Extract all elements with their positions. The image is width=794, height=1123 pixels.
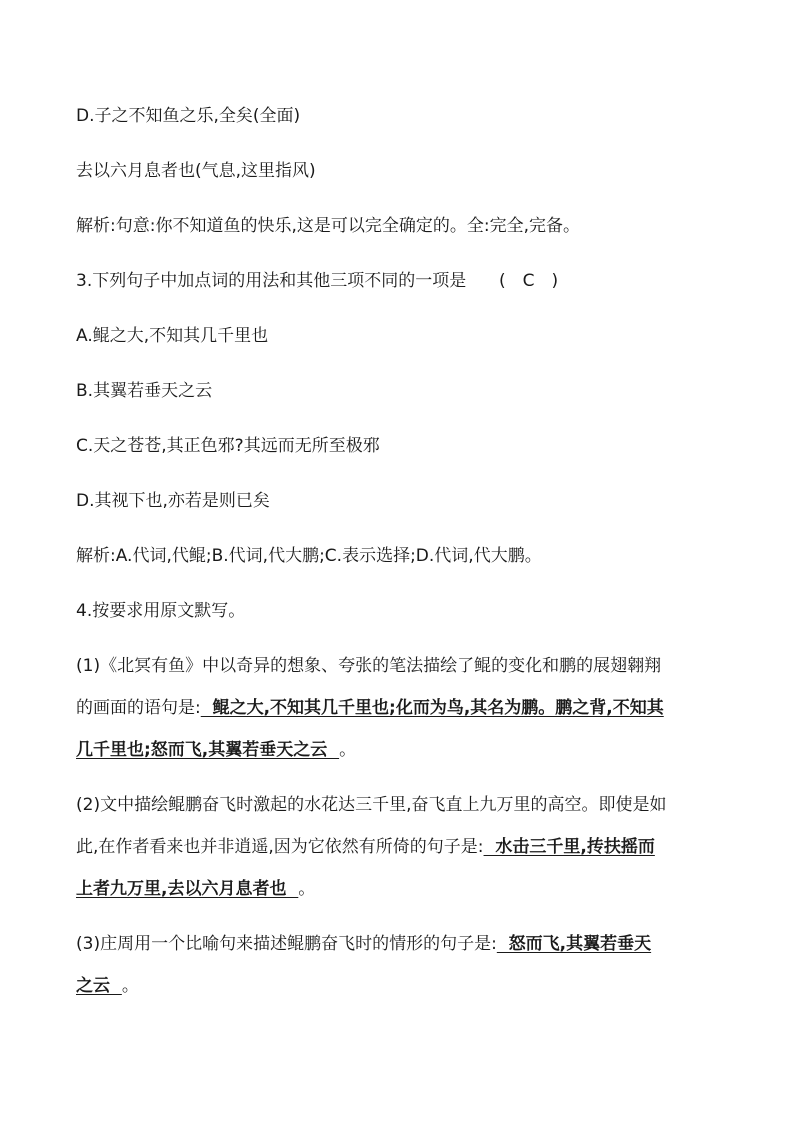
q4-p3-answer-part1: 怒而飞,其翼若垂天 [496, 934, 652, 954]
q2-analysis: 解析:句意:你不知道鱼的快乐,这是可以完全确定的。全:完全,完备。 [76, 216, 580, 236]
q4-p2-prompt: 此,在作者看来也并非逍遥,因为它依然有所倚的句子是: [76, 837, 484, 857]
q3-option-a: A.鲲之大,不知其几千里也 [76, 326, 269, 346]
q4-p2-answer-part1: 水击三千里,抟扶摇而 [483, 837, 655, 857]
q4-p2-end: 。 [298, 879, 316, 899]
q4-p2-answer-part2: 上者九万里,去以六月息者也 [76, 879, 299, 899]
q4-p1-answer-part1: 鲲之大,不知其几千里也;化而为鸟,其名为鹏。鹏之背,不知其 [200, 698, 664, 718]
q4-p2-line1: (2)文中描绘鲲鹏奋飞时激起的水花达三千里,奋飞直上九万里的高空。即使是如 [76, 795, 667, 815]
q4-p2-line3 [76, 877, 315, 901]
q2-option-d-continued: 去以六月息者也(气息,这里指风) [76, 161, 316, 181]
q4-p1-end: 。 [339, 740, 357, 760]
q3-answer: ( C ) [499, 271, 559, 291]
q4-p1-line1: (1)《北冥有鱼》中以奇异的想象、夸张的笔法描绘了鲲的变化和鹏的展翅翱翔 [76, 656, 662, 676]
q4-p3-line2 [76, 974, 139, 998]
q3-option-c: C.天之苍苍,其正色邪?其远而无所至极邪 [76, 436, 380, 456]
q4-stem: 4.按要求用原文默写。 [76, 601, 246, 621]
q4-p3-end: 。 [121, 976, 139, 996]
q3-option-b: B.其翼若垂天之云 [76, 381, 213, 401]
q3-stem-line [76, 269, 558, 293]
q4-p1-line3 [76, 738, 356, 762]
q4-p1-prompt: 的画面的语句是: [76, 698, 201, 718]
q4-p3-prompt: (3)庄周用一个比喻句来描述鲲鹏奋飞时的情形的句子是: [76, 934, 497, 954]
q4-p1-line2 [76, 696, 664, 720]
q4-p3-answer-part2: 之云 [76, 976, 122, 996]
q3-option-d: D.其视下也,亦若是则已矣 [76, 491, 270, 511]
q3-stem: 3.下列句子中加点词的用法和其他三项不同的一项是 [76, 271, 467, 291]
q2-option-d: D.子之不知鱼之乐,全矣(全面) [76, 106, 301, 126]
q4-p1-answer-part2: 几千里也;怒而飞,其翼若垂天之云 [76, 740, 340, 760]
q4-p3-line1 [76, 932, 651, 956]
q4-p2-line2 [76, 835, 655, 859]
q3-analysis: 解析:A.代词,代鲲;B.代词,代大鹏;C.表示选择;D.代词,代大鹏。 [76, 546, 542, 566]
